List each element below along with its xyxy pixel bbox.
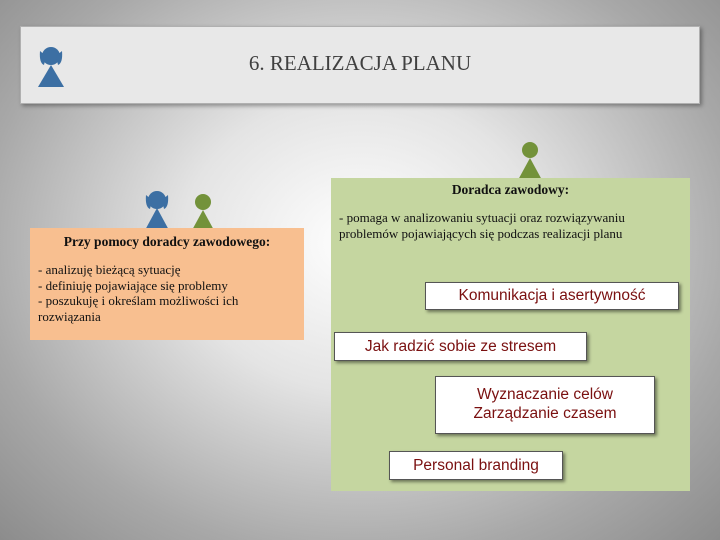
male-person-icon [515,140,545,180]
female-person-icon [140,188,174,232]
client-task-list [38,262,300,324]
topic-stress-box: Jak radzić sobie ze stresem [334,332,587,361]
list-item: - analizuję bieżącą sytuację [38,262,181,277]
topic-communication-box: Komunikacja i asertywność [425,282,679,310]
topic-goals-time-box [435,376,655,434]
male-person-icon [188,192,218,232]
list-item: - poszukuję i określam możliwości ich rozwiązania [38,293,239,324]
advisor-description: - pomaga w analizowaniu sytuacji oraz rozwiązywaniu problemów pojawiających się podczas realizacji planu [339,210,625,241]
topic-branding-box: Personal branding [389,451,563,480]
slide-title: 6. REALIZACJA PLANU [248,51,472,75]
client-panel-heading: Przy pomocy doradcy zawodowego: [63,234,271,249]
title-banner [20,26,700,104]
client-panel [30,228,304,340]
topic-goals-label: Wyznaczanie celów [477,386,613,403]
advisor-panel-heading: Doradca zawodowy: [451,182,570,197]
list-item: - definiuję pojawiające się problemy [38,277,228,293]
topic-time-label: Zarządzanie czasem [473,405,617,422]
